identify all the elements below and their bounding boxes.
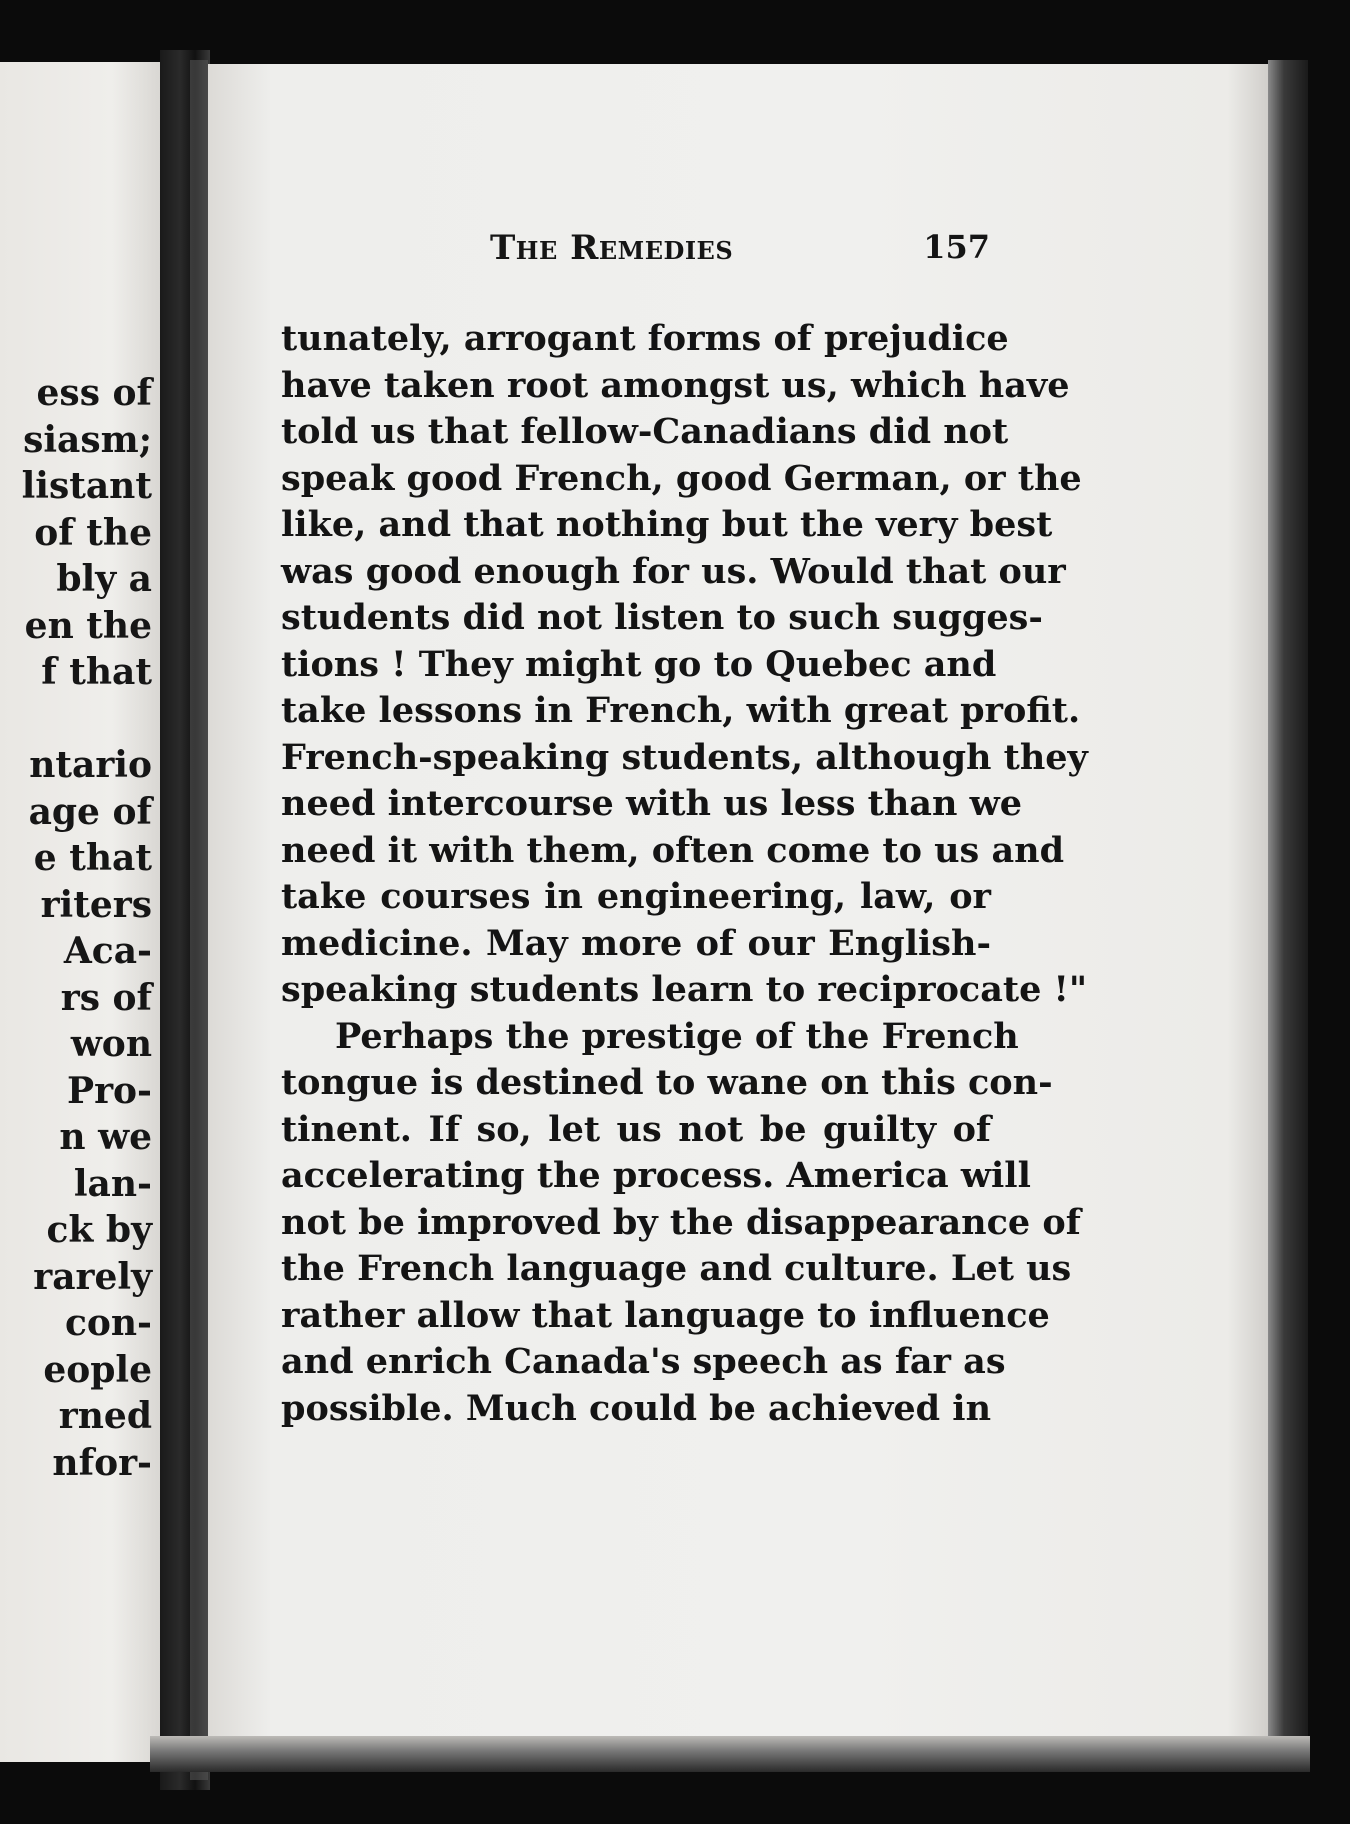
text-line: tongue is destined to wane on this con- [281, 1062, 1053, 1103]
left-line: rs of [60, 976, 152, 1019]
page-number: 157 [923, 228, 990, 266]
left-line: lan- [73, 1162, 152, 1205]
left-page [0, 62, 160, 1762]
text-line: speak good French, good German, or the [281, 457, 1082, 499]
text-line: the French language and culture. Let us [281, 1248, 1072, 1289]
left-line: rned [58, 1395, 152, 1437]
text-line: and enrich Canada's speech as far as [281, 1341, 1006, 1382]
text-line: speaking students learn to reciprocate !" [281, 969, 1088, 1010]
page-edge-shadow [190, 60, 208, 1780]
text-line: tinent. If so, let us not be guilty of [281, 1108, 991, 1150]
text-line: take lessons in French, with great profit. [281, 690, 1081, 731]
text-line: told us that fellow-Canadians did not [281, 411, 1009, 452]
text-line: Perhaps the prestige of the French [335, 1015, 1019, 1057]
text-line: not be improved by the disappearance of [281, 1201, 1081, 1243]
text-line: was good enough for us. Would that our [281, 550, 1066, 592]
bottom-page-edge [150, 1736, 1310, 1772]
left-line: ntario [29, 744, 152, 786]
left-page-text [2, 370, 152, 1486]
left-line [2, 696, 152, 743]
left-line: con- [64, 1302, 152, 1344]
left-line: nfor- [52, 1441, 152, 1484]
left-line: n we [59, 1116, 152, 1158]
text-line: students did not listen to such sugges- [281, 597, 1043, 638]
text-line: have taken root amongst us, which have [281, 364, 1070, 406]
left-line: bly a [56, 558, 152, 600]
left-line: e that [33, 837, 152, 879]
left-line: Pro- [67, 1069, 152, 1112]
left-line: listant [21, 465, 152, 507]
left-line: en the [24, 604, 152, 647]
running-header-title: The Remedies [490, 228, 734, 268]
text-line: need intercourse with us less than we [281, 783, 1022, 824]
right-page-edge [1268, 60, 1308, 1760]
left-line: riters [40, 883, 152, 926]
text-line: like, and that nothing but the very best [281, 504, 1053, 545]
left-line: age of [28, 790, 152, 833]
left-line: ess of [36, 372, 152, 414]
left-line: ck by [46, 1209, 152, 1251]
body-text [281, 316, 1088, 1432]
text-line: medicine. May more of our English- [281, 922, 991, 964]
text-line: tunately, arrogant forms of prejudice [281, 318, 1009, 359]
left-line: rarely [33, 1255, 152, 1298]
running-header [280, 228, 990, 278]
text-line: tions ! They might go to Quebec and [281, 643, 997, 685]
text-line: need it with them, often come to us and [281, 829, 1065, 871]
text-line: take courses in engineering, law, or [281, 876, 991, 917]
left-line: Aca- [63, 930, 152, 972]
text-line: possible. Much could be achieved in [281, 1387, 992, 1429]
left-line: f that [41, 651, 152, 693]
left-line: siasm; [23, 418, 152, 461]
text-line: accelerating the process. America will [281, 1155, 1031, 1196]
left-line: eople [43, 1348, 152, 1391]
left-line: of the [34, 511, 152, 554]
left-line: won [70, 1023, 152, 1065]
text-line: rather allow that language to influence [281, 1294, 1050, 1336]
text-line: French-speaking students, although they [281, 736, 1088, 778]
